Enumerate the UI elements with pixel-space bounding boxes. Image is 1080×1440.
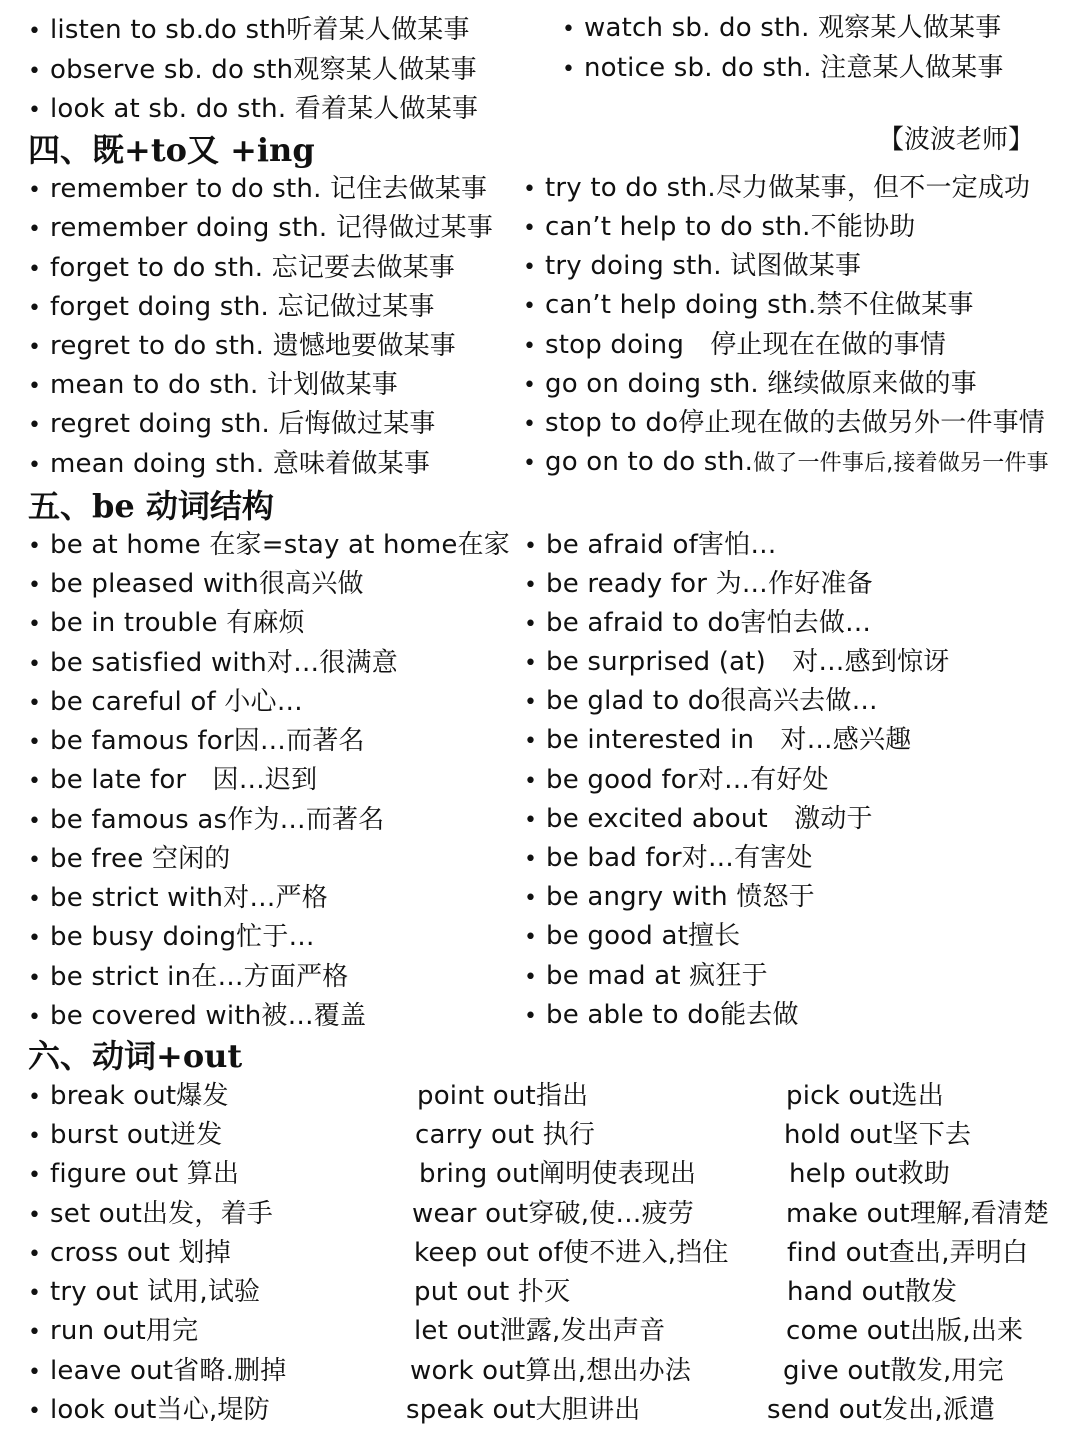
list-item: bring out阐明使表现出	[419, 1159, 697, 1189]
list-item: hold out坚下去	[784, 1120, 972, 1150]
list-item: • be surprised (at) 对…感到惊讶	[524, 644, 949, 682]
list-item: • be at home 在家=stay at home在家	[28, 527, 510, 565]
list-item: • run out用完	[28, 1313, 198, 1351]
list-item: pick out选出	[786, 1081, 944, 1111]
list-item: • be covered with被…覆盖	[28, 998, 366, 1036]
list-item: • be interested in 对…感兴趣	[524, 722, 911, 760]
list-item: • forget to do sth. 忘记要去做某事	[28, 250, 455, 288]
list-item: • break out爆发	[28, 1078, 229, 1116]
list-item: hand out散发	[787, 1277, 958, 1307]
list-item: • be ready for 为…作好准备	[524, 566, 873, 604]
list-item: find out查出,弄明白	[787, 1238, 1029, 1268]
list-item: keep out of使不进入,挡住	[414, 1238, 729, 1268]
list-item: • listen to sb.do sth听着某人做某事	[28, 12, 470, 50]
list-item: • be afraid of害怕…	[524, 527, 777, 565]
list-item: • look out当心,堤防	[28, 1392, 270, 1430]
list-item: point out指出	[417, 1081, 589, 1111]
list-item: let out泄露,发出声音	[414, 1316, 666, 1346]
list-item: • mean to do sth. 计划做某事	[28, 367, 398, 405]
list-item: • stop doing 停止现在在做的事情	[523, 327, 946, 365]
list-item: • be strict with对…严格	[28, 880, 328, 918]
list-item: • be excited about 激动于	[524, 801, 873, 839]
list-item: send out发出,派遣	[767, 1395, 996, 1425]
list-item: • try doing sth. 试图做某事	[523, 248, 861, 286]
list-item: • be busy doing忙于…	[28, 919, 315, 957]
list-item: • be strict in在…方面严格	[28, 959, 348, 997]
list-item: put out 扑灭	[414, 1277, 571, 1307]
list-item: carry out 执行	[415, 1120, 596, 1150]
list-item: • forget doing sth. 忘记做过某事	[28, 289, 435, 327]
list-item: • remember doing sth. 记得做过某事	[28, 210, 493, 248]
list-item: • look at sb. do sth. 看着某人做某事	[28, 91, 478, 129]
list-item: • can’t help to do sth.不能协助	[523, 209, 915, 247]
list-item: • cross out 划掉	[28, 1235, 231, 1273]
list-item: • figure out 算出	[28, 1156, 239, 1194]
section-heading-5: 五、be 动词结构	[28, 487, 274, 525]
list-item: • be satisfied with对…很满意	[28, 645, 398, 683]
teacher-credit: 【波波老师】	[878, 125, 1035, 155]
list-item: • be afraid to do害怕去做…	[524, 605, 871, 643]
list-item: • try out 试用,试验	[28, 1274, 260, 1312]
list-item: • be mad at 疯狂于	[524, 958, 768, 996]
list-item: • be bad for对…有害处	[524, 840, 813, 878]
list-item: • be pleased with很高兴做	[28, 566, 364, 604]
list-item	[523, 444, 1049, 482]
list-item: • notice sb. do sth. 注意某人做某事	[562, 50, 1004, 88]
list-item: speak out大胆讲出	[406, 1395, 641, 1425]
list-item: help out救助	[789, 1159, 951, 1189]
list-item: make out理解,看清楚	[786, 1199, 1050, 1229]
list-item: • be late for 因…迟到	[28, 762, 317, 800]
list-item: • watch sb. do sth. 观察某人做某事	[562, 10, 1001, 48]
list-item: • stop to do停止现在做的去做另外一件事情	[523, 405, 1045, 443]
list-item: wear out穿破,使…疲劳	[412, 1199, 694, 1229]
list-item: • can’t help doing sth.禁不住做某事	[523, 287, 974, 325]
list-item-en: go on to do sth.	[545, 447, 754, 477]
list-item: • be good for对…有好处	[524, 762, 829, 800]
list-item: • go on doing sth. 继续做原来做的事	[523, 366, 977, 404]
list-item: • be famous for因…而著名	[28, 723, 365, 761]
list-item: give out散发,用完	[783, 1356, 1004, 1386]
list-item: • be famous as作为…而著名	[28, 802, 384, 840]
section-heading-4: 四、既+to又 +ing	[28, 131, 315, 169]
list-item-zh: 做了一件事后,接着做另一件事	[753, 451, 1049, 476]
list-item: • be glad to do很高兴去做…	[524, 683, 878, 721]
section-heading-6: 六、动词+out	[28, 1037, 243, 1075]
list-item: come out出版,出来	[786, 1316, 1024, 1346]
list-item: • burst out迸发	[28, 1117, 222, 1155]
list-item: • be in trouble 有麻烦	[28, 605, 305, 643]
list-item: • leave out省略.删掉	[28, 1353, 286, 1391]
list-item: • try to do sth.尽力做某事，但不一定成功	[523, 170, 1030, 208]
list-item: • regret doing sth. 后悔做过某事	[28, 406, 436, 444]
list-item: • mean doing sth. 意味着做某事	[28, 446, 430, 484]
list-item: • observe sb. do sth观察某人做某事	[28, 52, 477, 90]
list-item: • set out出发，着手	[28, 1196, 273, 1234]
list-item: • remember to do sth. 记住去做某事	[28, 171, 487, 209]
list-item: • be good at擅长	[524, 918, 740, 956]
list-item: work out算出,想出办法	[410, 1356, 692, 1386]
list-item: • be careful of 小心…	[28, 684, 303, 722]
list-item: • be able to do能去做	[524, 997, 799, 1035]
list-item: • regret to do sth. 遗憾地要做某事	[28, 328, 456, 366]
list-item: • be angry with 愤怒于	[524, 879, 815, 917]
list-item: • be free 空闲的	[28, 841, 231, 879]
